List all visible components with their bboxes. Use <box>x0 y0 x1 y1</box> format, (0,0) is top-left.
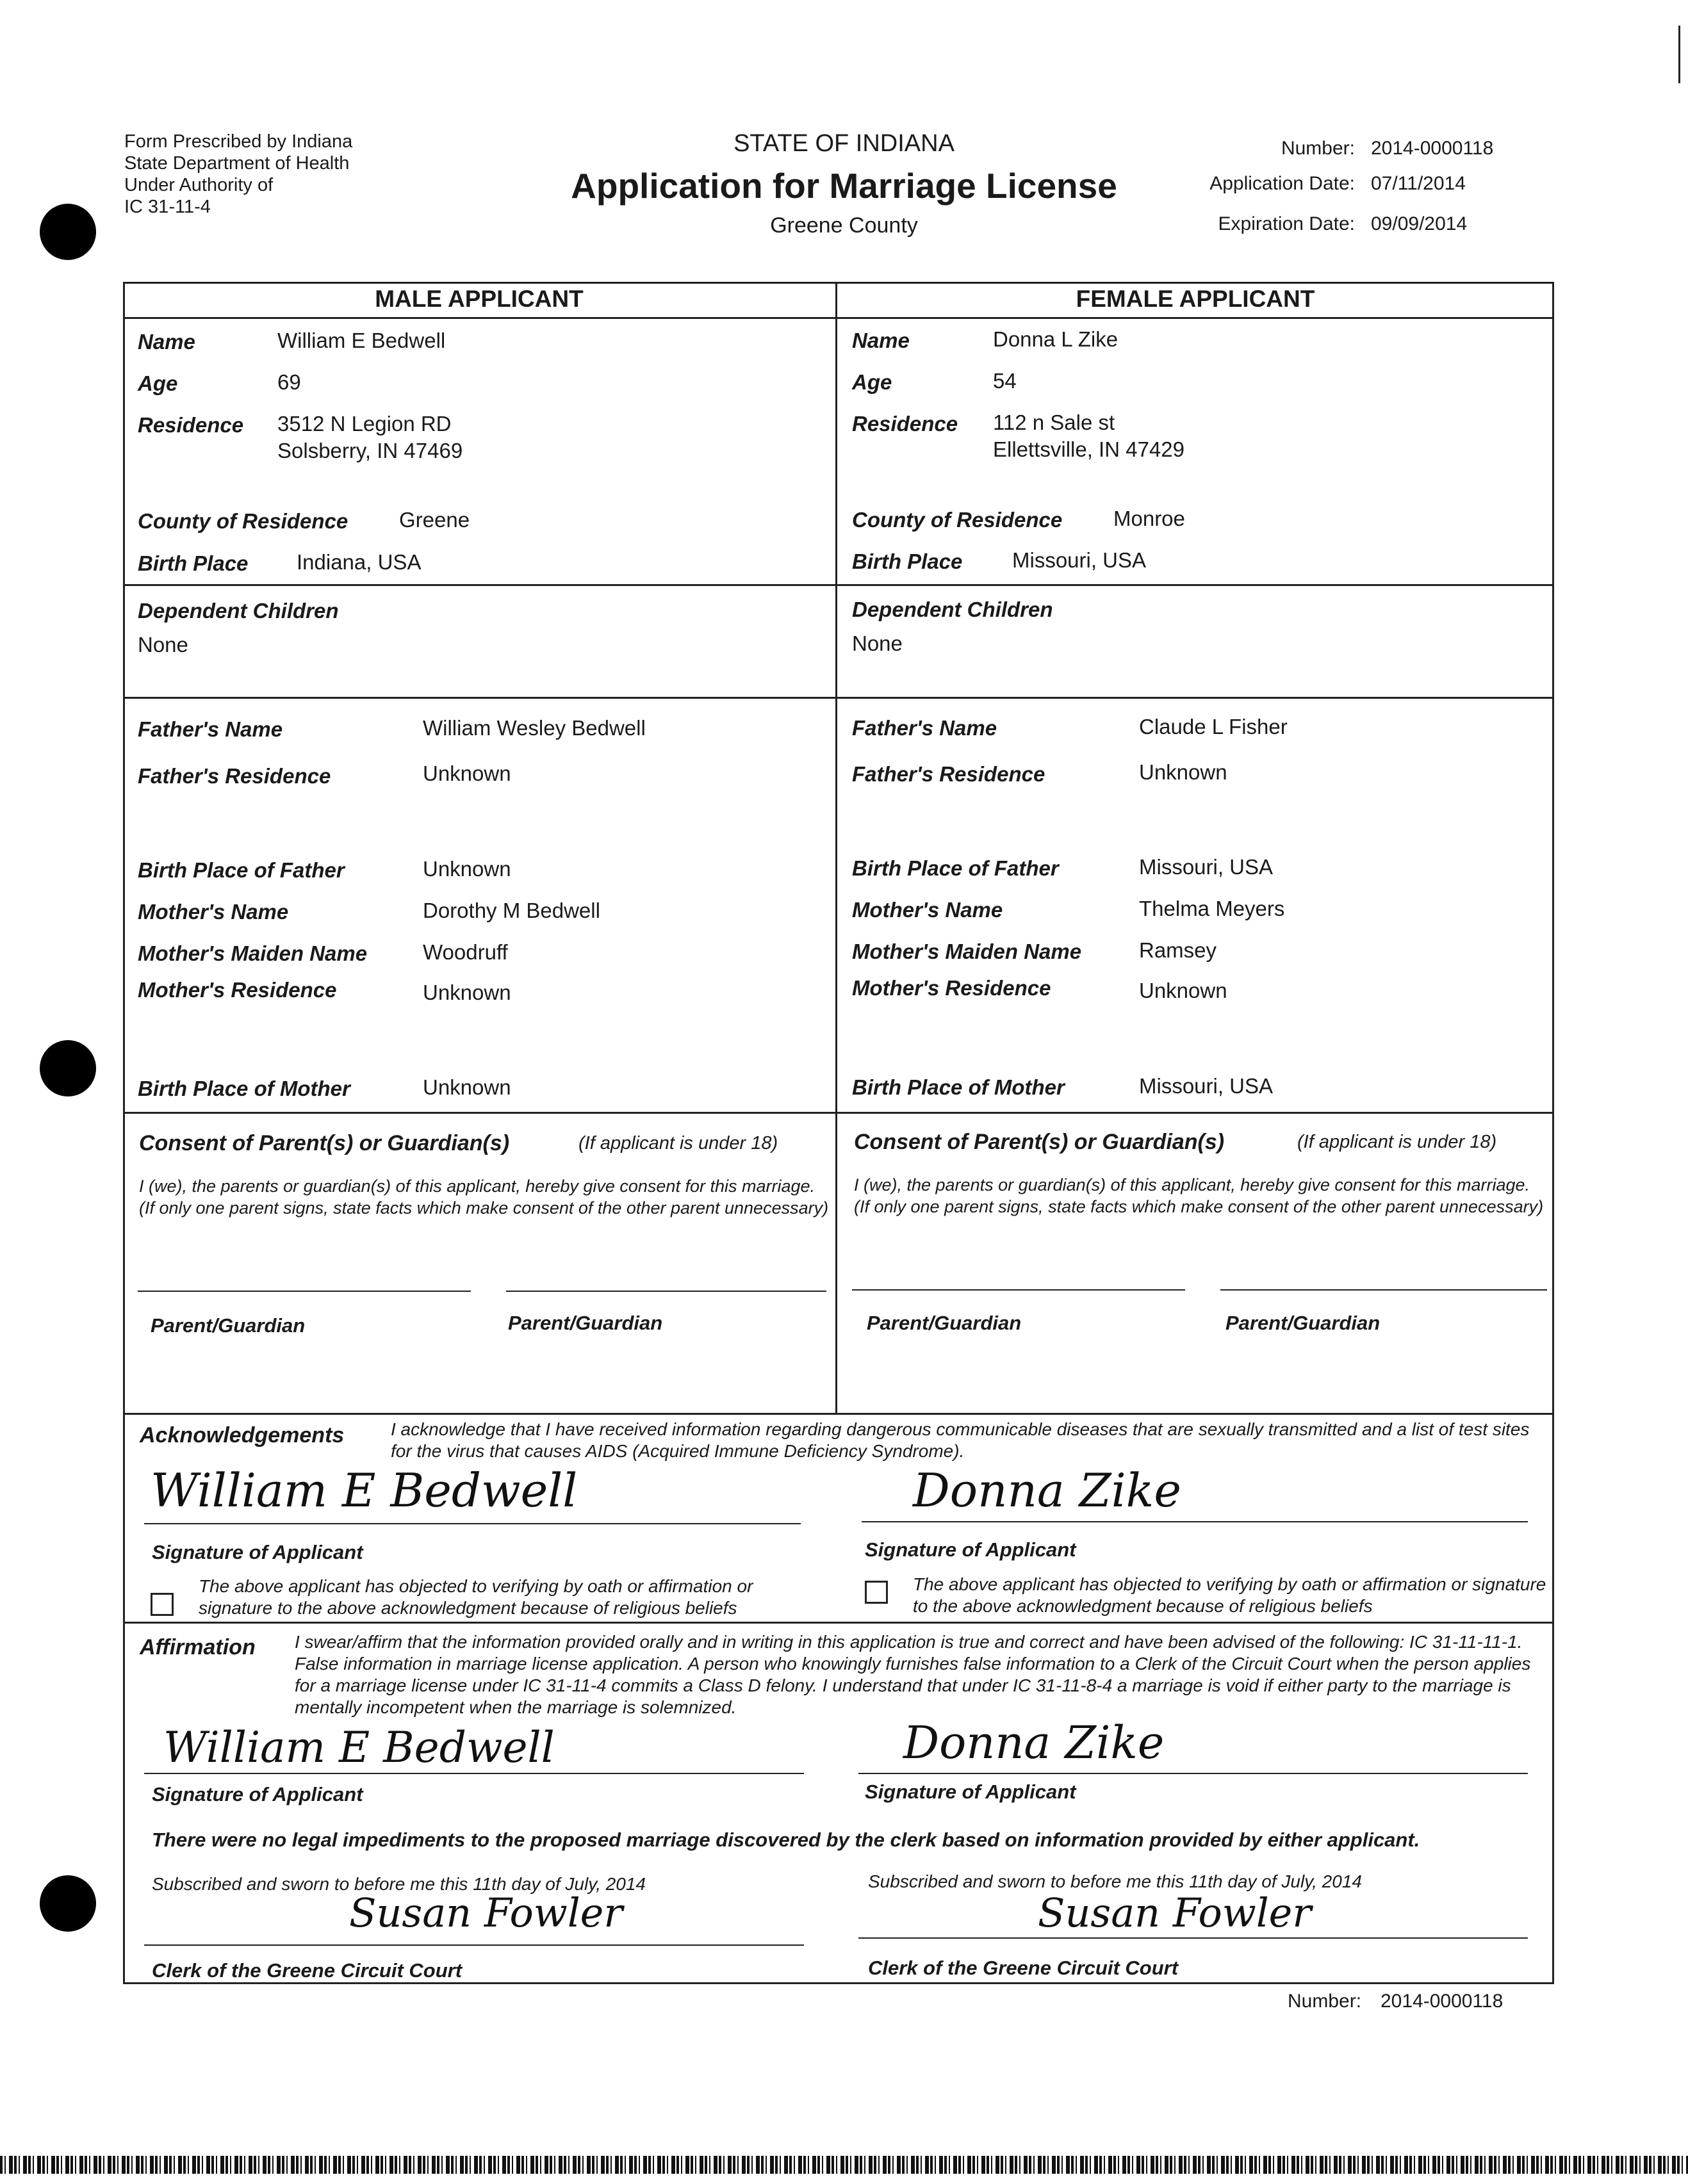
male-residence-label: Residence <box>138 413 244 437</box>
male-birth-place-of-mother: Unknown <box>423 1075 511 1099</box>
row-divider <box>123 1622 1554 1624</box>
footer-number-value: 2014-0000118 <box>1381 1991 1504 2012</box>
male-consent-title: Consent of Parent(s) or Guardian(s) <box>139 1131 510 1155</box>
application-date-value: 07/11/2014 <box>1371 173 1466 194</box>
female-clerk-title: Clerk of the Greene Circuit Court <box>868 1957 1179 1979</box>
female-parent-guardian-line-1 <box>852 1289 1185 1291</box>
impediments-statement: There were no legal impediments to the proposed marriage discovered by the clerk based on information provided by either applicant. <box>152 1829 1420 1851</box>
form-title: Application for Marriage License <box>571 166 1117 206</box>
acknowledgements-title: Acknowledgements <box>140 1423 345 1447</box>
male-acknowledgement-signature-line <box>144 1523 801 1524</box>
male-parent-guardian-label-2: Parent/Guardian <box>508 1312 663 1334</box>
female-name-label: Name <box>852 329 910 352</box>
female-birth-place-of-father: Missouri, USA <box>1139 855 1274 879</box>
female-birth-place: Missouri, USA <box>1012 548 1147 572</box>
female-birth-place-of-mother: Missouri, USA <box>1139 1074 1274 1098</box>
female-mothers-name: Thelma Meyers <box>1139 897 1285 920</box>
male-clerk-signature: Susan Fowler <box>349 1889 623 1936</box>
female-fathers-residence: Unknown <box>1139 760 1227 784</box>
female-affirmation-signature-label: Signature of Applicant <box>865 1781 1076 1803</box>
punch-hole-middle <box>40 1040 96 1096</box>
female-age: 54 <box>993 369 1017 393</box>
female-county: Monroe <box>1113 507 1185 530</box>
male-name-label: Name <box>138 330 195 354</box>
female-affirmation-signature: Donna Zike <box>903 1716 1165 1769</box>
row-divider <box>123 697 1554 699</box>
male-affirmation-signature-label: Signature of Applicant <box>152 1783 363 1805</box>
female-parent-guardian-line-2 <box>1220 1289 1547 1291</box>
male-dependent-children-label: Dependent Children <box>138 599 339 623</box>
footer-number-label: Number: <box>1288 1991 1362 2012</box>
male-residence-line2: Solsberry, IN 47469 <box>277 439 463 462</box>
male-consent-note: (If applicant is under 18) <box>578 1133 778 1153</box>
county-heading: Greene County <box>770 213 918 238</box>
female-clerk-signature: Susan Fowler <box>1038 1889 1312 1936</box>
male-mothers-maiden-name: Woodruff <box>423 940 508 964</box>
female-consent-title: Consent of Parent(s) or Guardian(s) <box>854 1130 1225 1154</box>
female-mothers-maiden-name-label: Mother's Maiden Name <box>852 940 1082 963</box>
male-birth-place-of-father: Unknown <box>423 857 511 881</box>
page-edge-mark <box>1678 26 1680 83</box>
male-acknowledgement-signature-label: Signature of Applicant <box>152 1541 363 1563</box>
number-value: 2014-0000118 <box>1371 138 1494 159</box>
female-consent-text: I (we), the parents or guardian(s) of this applicant, hereby give consent for this marriage. (If only one parent signs, state facts which make consent of the other parent unnecessary) <box>854 1175 1544 1216</box>
female-clerk-signature-line <box>858 1937 1528 1939</box>
female-affirmation-signature-line <box>858 1773 1528 1774</box>
male-acknowledgement-signature: William E Bedwell <box>151 1463 578 1517</box>
female-fathers-name-label: Father's Name <box>852 716 997 740</box>
female-consent-note: (If applicant is under 18) <box>1297 1132 1497 1152</box>
affirmation-text: I swear/affirm that the information provided orally and in writing in this application is true and correct and have been advised of the following: IC 31-11-11-1. False information in marriage license application. A person who knowingly furnishes false information to a Clerk of the Circuit Court when the person applies for a marriage license under IC 31-11-4 commits a Class D felony. I understand that under IC 31-11-8-4 a marriage is void if either party to the marriage is mentally incompetent when the marriage is solemnized. <box>295 1632 1531 1717</box>
female-dependent-children-label: Dependent Children <box>852 598 1053 621</box>
row-divider <box>123 317 1554 319</box>
male-fathers-residence-label: Father's Residence <box>138 764 331 788</box>
female-name: Donna L Zike <box>993 327 1119 351</box>
male-age-label: Age <box>138 371 178 395</box>
male-name: William E Bedwell <box>277 329 446 352</box>
scan-barcode-strip <box>0 2156 1688 2174</box>
male-objection-text: The above applicant has objected to verifying by oath or affirmation or signature to the above acknowledgment because of religious beliefs <box>199 1576 753 1618</box>
female-fathers-name: Claude L Fisher <box>1139 715 1288 738</box>
male-parent-guardian-line-2 <box>506 1291 826 1292</box>
female-parent-guardian-label-1: Parent/Guardian <box>867 1312 1022 1334</box>
male-mothers-name-label: Mother's Name <box>138 900 289 924</box>
female-birth-place-label: Birth Place <box>852 550 963 573</box>
male-parent-guardian-line-1 <box>138 1291 471 1292</box>
affirmation-title: Affirmation <box>140 1635 256 1659</box>
male-mothers-name: Dorothy M Bedwell <box>423 899 600 922</box>
male-clerk-signature-line <box>144 1944 804 1946</box>
male-affirmation-signature-line <box>144 1773 804 1774</box>
male-county-label: County of Residence <box>138 509 348 533</box>
male-applicant-heading: MALE APPLICANT <box>375 286 584 312</box>
male-birth-place: Indiana, USA <box>297 550 422 574</box>
male-mothers-residence-label: Mother's Residence <box>138 978 337 1002</box>
male-consent-text: I (we), the parents or guardian(s) of this applicant, hereby give consent for this marriage. (If only one parent signs, state facts which make consent of the other parent unnecessary) <box>139 1177 829 1218</box>
female-age-label: Age <box>852 370 892 394</box>
female-acknowledgement-signature-label: Signature of Applicant <box>865 1538 1076 1561</box>
application-date-label: Application Date: <box>1209 173 1355 194</box>
row-divider <box>123 584 1554 586</box>
female-fathers-residence-label: Father's Residence <box>852 762 1045 786</box>
male-objection-checkbox[interactable] <box>151 1593 174 1616</box>
male-fathers-residence: Unknown <box>423 762 511 785</box>
female-dependent-children: None <box>852 632 903 655</box>
female-county-label: County of Residence <box>852 508 1063 532</box>
male-residence-line1: 3512 N Legion RD <box>277 412 452 436</box>
female-objection-checkbox[interactable] <box>865 1581 888 1604</box>
punch-hole-bottom <box>40 1875 96 1932</box>
male-birth-place-of-mother-label: Birth Place of Mother <box>138 1077 350 1100</box>
female-residence-line1: 112 n Sale st <box>993 411 1115 434</box>
female-birth-place-of-mother-label: Birth Place of Mother <box>852 1075 1065 1099</box>
male-county: Greene <box>399 508 470 532</box>
row-divider <box>123 1413 1554 1415</box>
female-acknowledgement-signature: Donna Zike <box>913 1463 1181 1517</box>
female-residence-line2: Ellettsville, IN 47429 <box>993 437 1184 461</box>
female-mothers-maiden-name: Ramsey <box>1139 938 1217 962</box>
expiration-date-value: 09/09/2014 <box>1371 213 1468 234</box>
row-divider <box>123 1112 1554 1114</box>
male-fathers-name-label: Father's Name <box>138 717 283 741</box>
column-divider <box>835 282 837 1413</box>
female-acknowledgement-signature-line <box>862 1521 1528 1522</box>
male-birth-place-of-father-label: Birth Place of Father <box>138 858 345 882</box>
acknowledgements-text: I acknowledge that I have received information regarding dangerous communicable diseases that are sexually transmitted and a list of test sites for the virus that causes AIDS (Acquired Immune Deficiency Syndrome). <box>391 1419 1530 1461</box>
male-affirmation-signature: William E Bedwell <box>163 1723 555 1772</box>
male-birth-place-label: Birth Place <box>138 551 249 575</box>
female-birth-place-of-father-label: Birth Place of Father <box>852 856 1059 880</box>
male-parent-guardian-label-1: Parent/Guardian <box>151 1314 306 1337</box>
female-mothers-name-label: Mother's Name <box>852 898 1003 922</box>
female-mothers-residence: Unknown <box>1139 979 1227 1002</box>
prescribed-by-text: Form Prescribed by Indiana State Department of Health Under Authority of IC 31-11-4 <box>124 131 353 217</box>
male-subscribed-text: Subscribed and sworn to before me this 11th day of July, 2014 <box>152 1874 646 1894</box>
female-mothers-residence-label: Mother's Residence <box>852 976 1051 1000</box>
male-mothers-residence: Unknown <box>423 981 511 1004</box>
male-clerk-title: Clerk of the Greene Circuit Court <box>152 1959 463 1982</box>
female-parent-guardian-label-2: Parent/Guardian <box>1225 1312 1381 1334</box>
female-subscribed-text: Subscribed and sworn to before me this 11th day of July, 2014 <box>868 1871 1362 1891</box>
female-residence-label: Residence <box>852 412 958 436</box>
expiration-date-label: Expiration Date: <box>1218 213 1355 234</box>
male-fathers-name: William Wesley Bedwell <box>423 716 646 740</box>
state-heading: STATE OF INDIANA <box>733 130 955 157</box>
female-applicant-heading: FEMALE APPLICANT <box>1076 286 1315 312</box>
male-mothers-maiden-name-label: Mother's Maiden Name <box>138 941 368 965</box>
male-dependent-children: None <box>138 633 188 656</box>
number-label: Number: <box>1281 138 1355 159</box>
male-age: 69 <box>277 370 301 394</box>
female-objection-text: The above applicant has objected to verifying by oath or affirmation or signature to the above acknowledgment because of religious beliefs <box>913 1574 1546 1616</box>
